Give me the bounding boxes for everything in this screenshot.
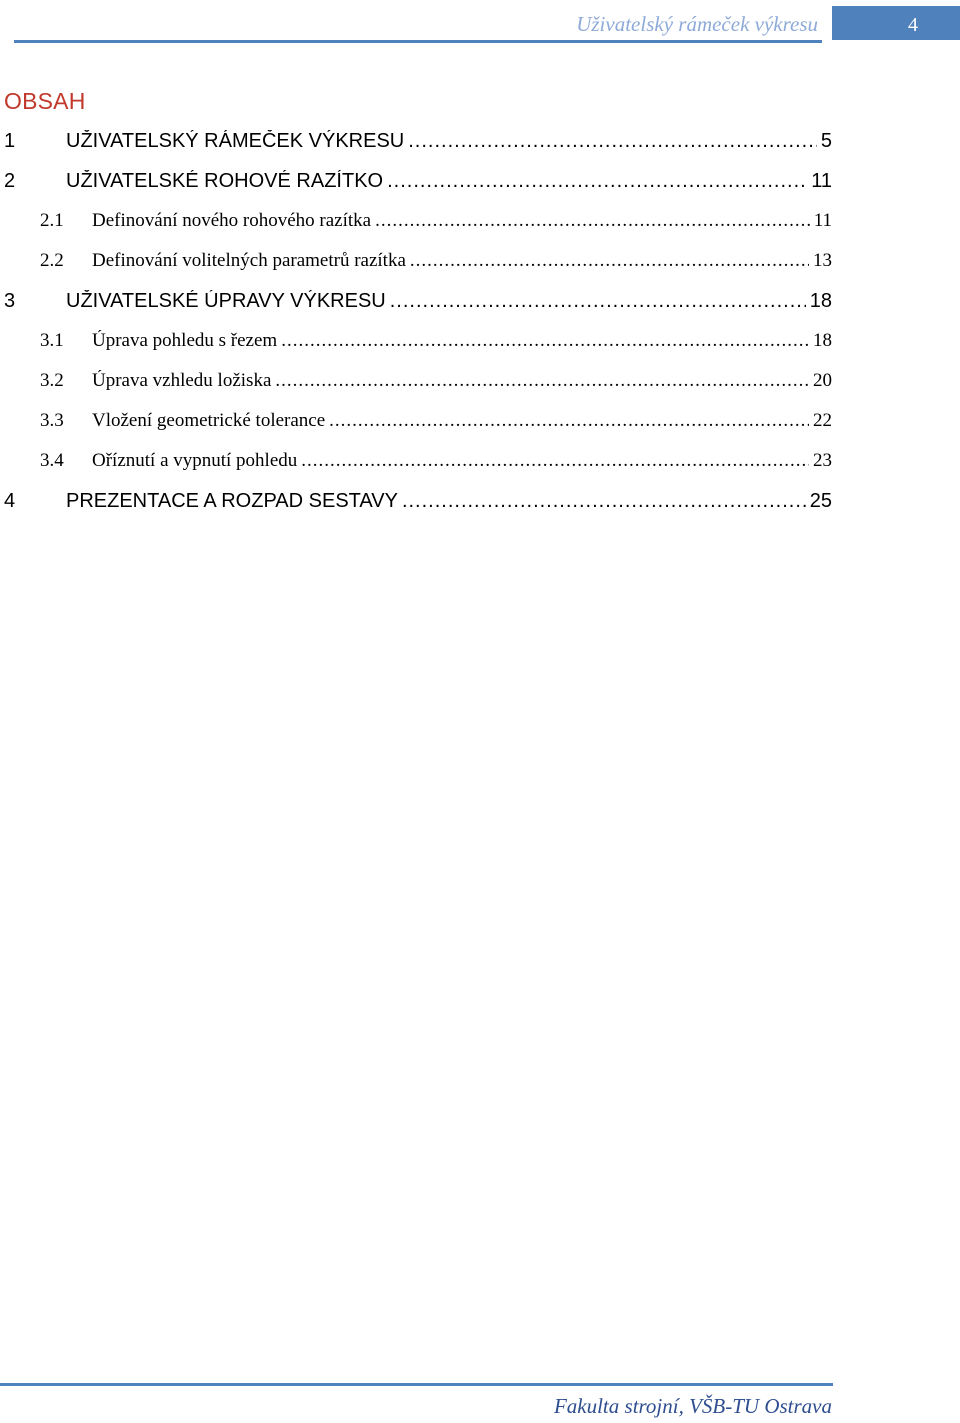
toc-entry-number: 3.3 — [40, 410, 64, 431]
table-of-contents — [4, 130, 832, 530]
page-number-badge — [832, 6, 960, 40]
toc-entry-title: PREZENTACE A ROZPAD SESTAVY — [66, 490, 398, 512]
page-number: 4 — [908, 14, 918, 36]
toc-entry[interactable] — [4, 450, 832, 490]
toc-entry-number: 2 — [4, 170, 16, 192]
toc-dot-leader — [410, 250, 809, 272]
toc-dot-leader — [375, 210, 810, 232]
toc-entry[interactable] — [4, 170, 832, 210]
toc-entry-number: 3.1 — [40, 330, 64, 351]
toc-entry-page: 22 — [813, 410, 832, 431]
toc-dot-leader — [301, 450, 809, 472]
toc-entry-page: 11 — [813, 210, 832, 231]
toc-dot-leader — [402, 490, 806, 513]
toc-dot-leader — [390, 290, 806, 313]
footer-text: Fakulta strojní, VŠB-TU Ostrava — [553, 1394, 832, 1418]
toc-entry-title: Definování volitelných parametrů razítka — [92, 250, 406, 271]
toc-dot-leader — [387, 170, 807, 193]
toc-entry[interactable] — [4, 210, 832, 250]
toc-entry-number: 3.2 — [40, 370, 64, 391]
toc-dot-leader — [408, 130, 817, 153]
toc-entry[interactable] — [4, 130, 832, 170]
toc-entry[interactable] — [4, 410, 832, 450]
toc-entry-title: Úprava pohledu s řezem — [92, 330, 278, 351]
toc-entry-title: Úprava vzhledu ložiska — [92, 370, 272, 391]
toc-entry[interactable] — [4, 490, 832, 530]
toc-entry-title: Oříznutí a vypnutí pohledu — [92, 450, 298, 471]
toc-entry-number: 2.1 — [40, 210, 64, 231]
toc-entry-number: 1 — [4, 130, 16, 152]
toc-entry-title: UŽIVATELSKÉ ÚPRAVY VÝKRESU — [66, 290, 386, 312]
toc-entry-title: UŽIVATELSKÝ RÁMEČEK VÝKRESU — [66, 130, 405, 152]
toc-entry-page: 18 — [813, 330, 832, 351]
toc-dot-leader — [281, 330, 809, 352]
toc-entry-number: 3 — [4, 290, 16, 312]
toc-entry-page: 23 — [813, 450, 832, 471]
toc-heading: OBSAH — [4, 88, 86, 114]
toc-entry-title: Vložení geometrické tolerance — [92, 410, 326, 431]
running-header-title: Uživatelský rámeček výkresu — [576, 12, 818, 36]
toc-entry-page: 11 — [811, 170, 832, 192]
toc-entry[interactable] — [4, 250, 832, 290]
toc-entry-page: 25 — [809, 490, 832, 512]
toc-entry-number: 3.4 — [40, 450, 64, 471]
toc-entry-number: 2.2 — [40, 250, 64, 271]
toc-entry[interactable] — [4, 330, 832, 370]
toc-entry-page: 5 — [820, 130, 832, 152]
toc-dot-leader — [275, 370, 809, 392]
footer-rule — [0, 1383, 833, 1386]
toc-entry[interactable] — [4, 290, 832, 330]
toc-entry-number: 4 — [4, 490, 16, 512]
toc-entry-page: 13 — [813, 250, 832, 271]
toc-entry-page: 20 — [813, 370, 832, 391]
toc-entry-title: UŽIVATELSKÉ ROHOVÉ RAZÍTKO — [66, 170, 384, 192]
toc-dot-leader — [329, 410, 809, 432]
toc-entry-title: Definování nového rohového razítka — [92, 210, 372, 231]
toc-entry[interactable] — [4, 370, 832, 410]
header-rule — [14, 40, 822, 43]
toc-entry-page: 18 — [809, 290, 832, 312]
